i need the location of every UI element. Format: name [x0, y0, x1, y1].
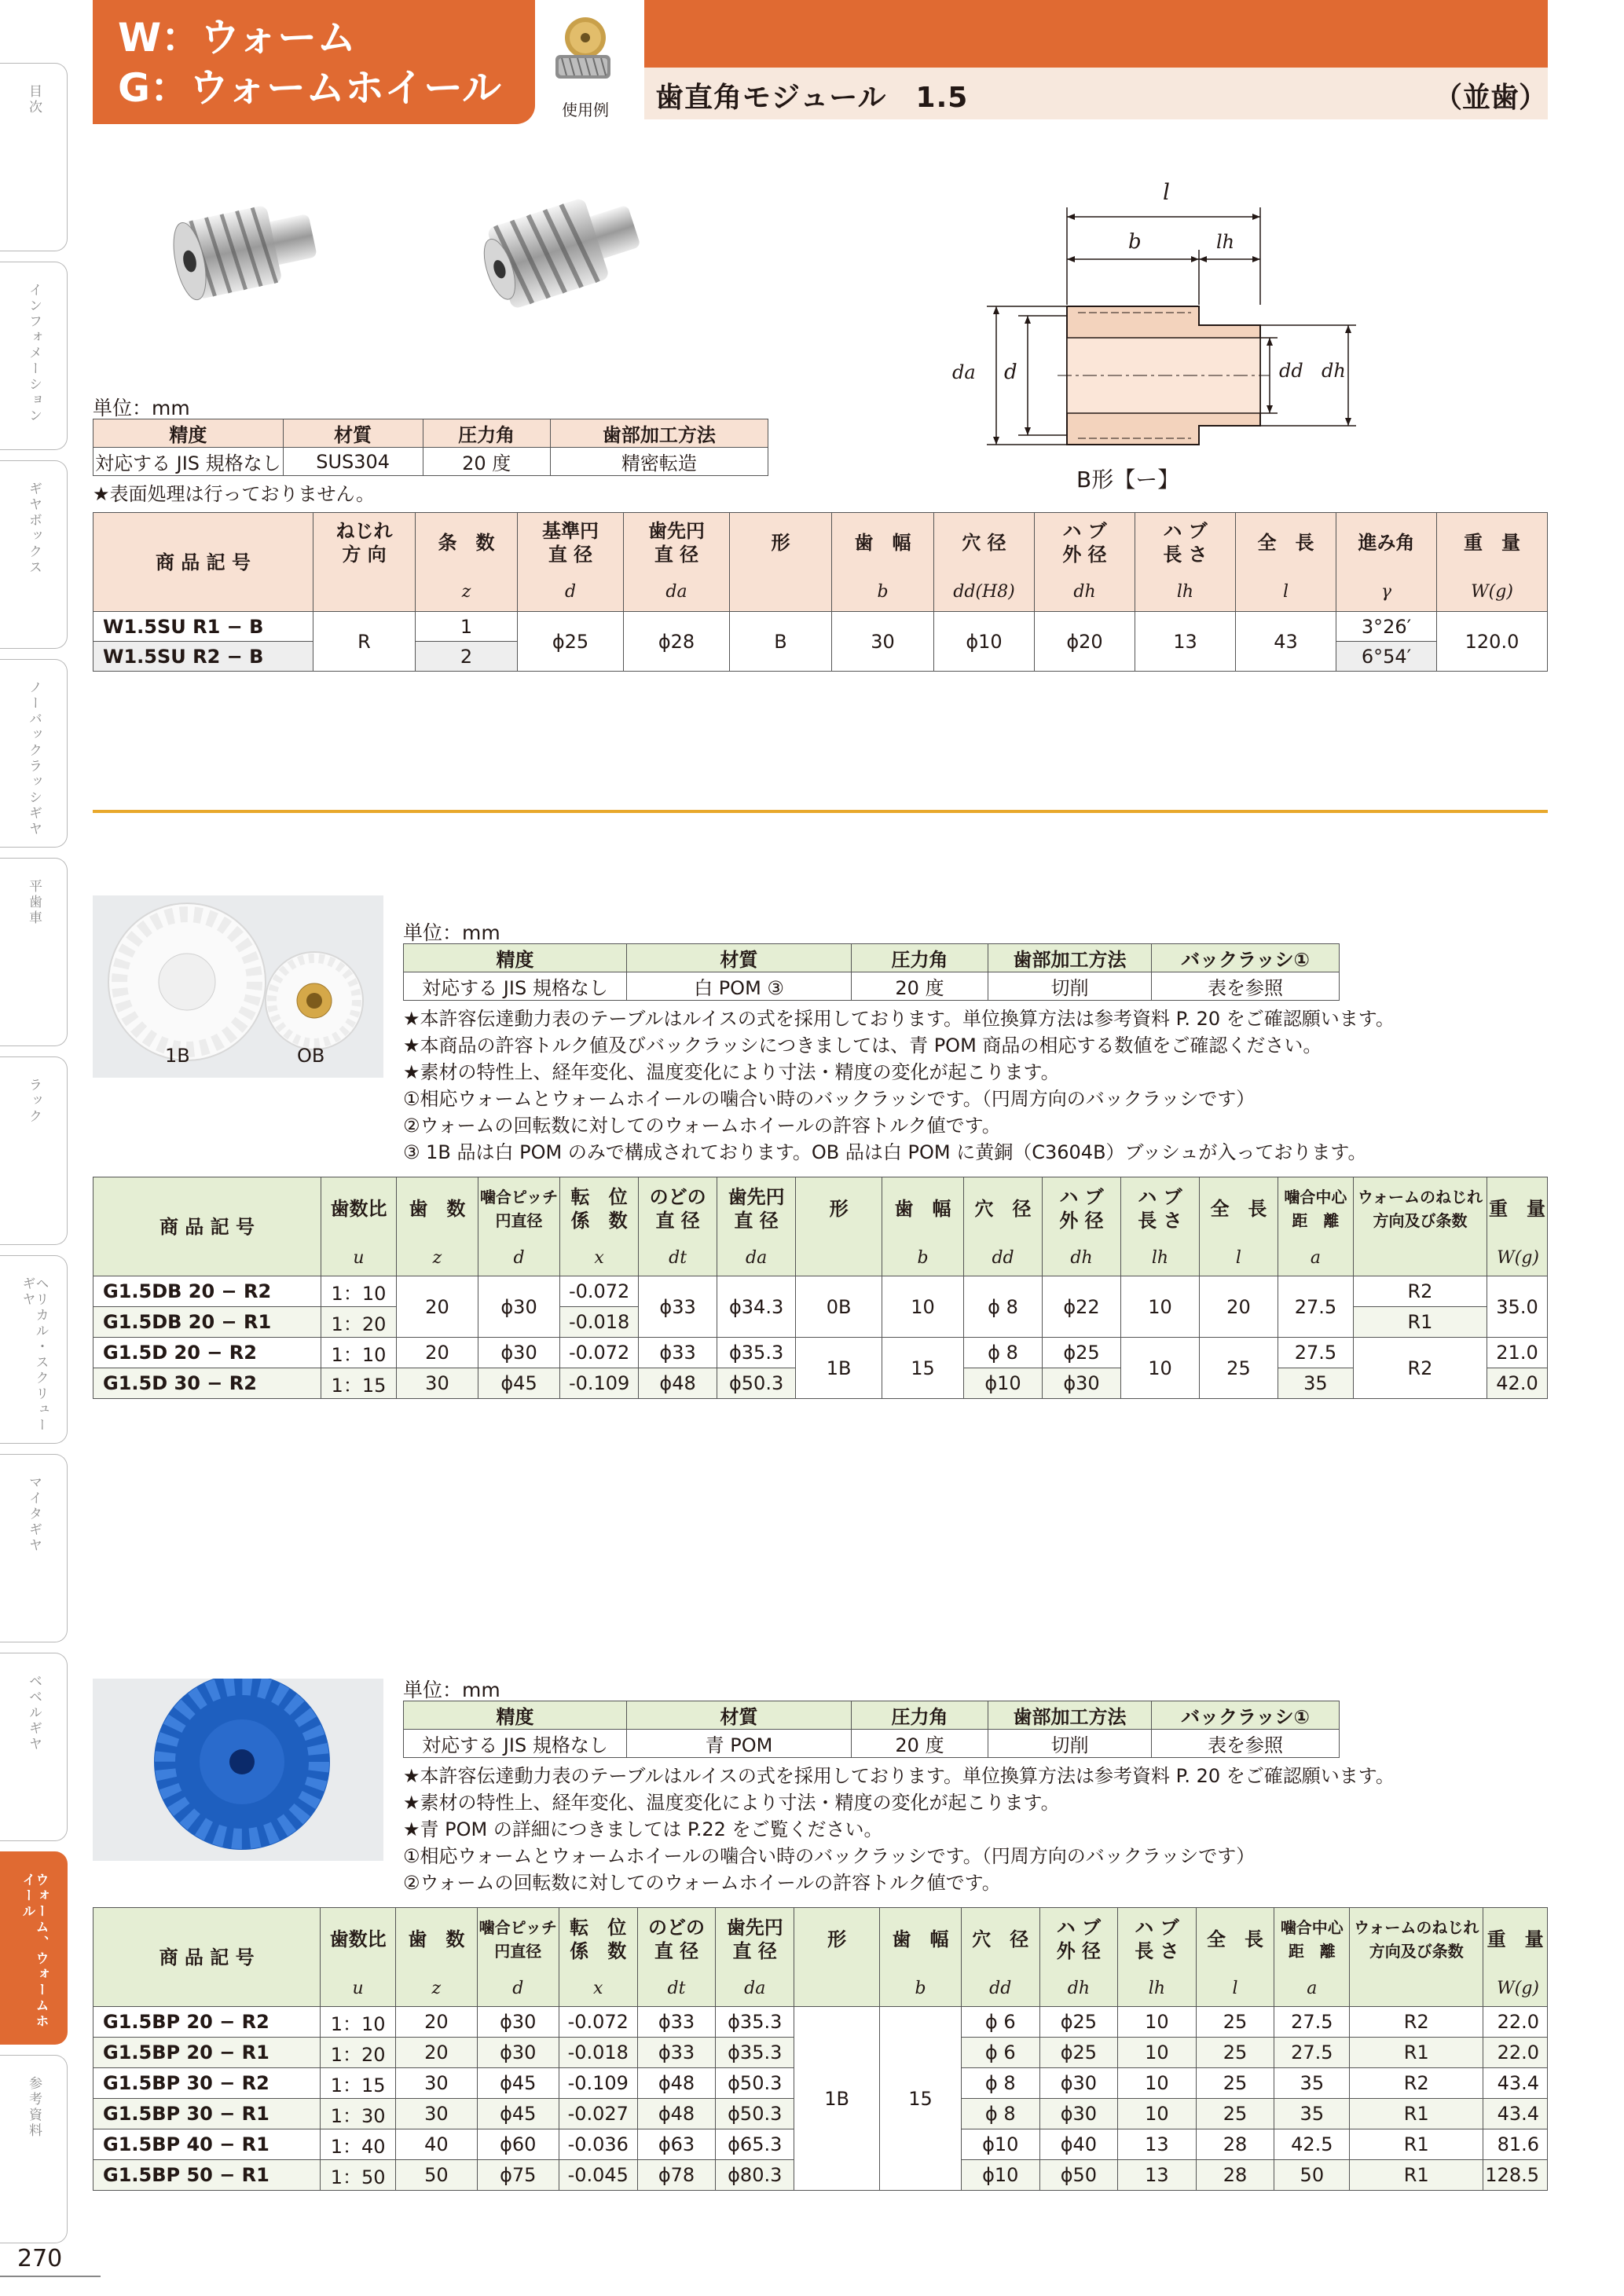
sidebar-item-gearbox[interactable]: ギヤボックス — [0, 460, 68, 649]
sidebar-item-miter[interactable]: マイタギヤ — [0, 1454, 68, 1642]
dim-lh: lh — [1216, 231, 1235, 253]
table-row: G1.5DB 20 − R1 1：20 -0.018 R1 — [93, 1307, 1548, 1338]
blue-wheel-photo — [93, 1679, 383, 1861]
table-row: G1.5D 30 − R2 1：15 30 ϕ45 -0.109 ϕ48 ϕ50.3 ϕ10 ϕ30 35 42.0 — [93, 1368, 1548, 1399]
table-row: G1.5D 20 − R2 1：10 20 ϕ30 -0.072 ϕ33 ϕ35.3 1B 15 ϕ 8 ϕ25 10 25 27.5 R2 21.0 — [93, 1338, 1548, 1368]
table-row: G1.5BP 30 − R2 1：15 30 ϕ45 -0.109 ϕ48 ϕ50.3 ϕ 8 ϕ30 10 25 35 R2 43.4 — [93, 2068, 1548, 2099]
table-row: W1.5SU R1 − B R 1 ϕ25 ϕ28 B 30 ϕ10 ϕ20 13 43 3°26′ 120.0 — [93, 612, 1548, 642]
white-wheel-table: 商 品 記 号 歯数比 歯 数 噛合ピッチ 円直径 転 位 係 数 のどの 直 径 歯先円 直 径 形 歯 幅 穴 径 ハ ブ 外 径 ハ ブ 長 さ 全 長 噛合中心 距 離 ウォームのねじれ 方向及び条数 重 量 u z d x dt da b dd dh lh l a W(g) G1.5DB 20 − R2 1：10 20 ϕ30 -0.072 ϕ33 ϕ34.3 0B 10 ϕ 8 ϕ22 10 20 27.5 R2 35.0 G1.5DB 20 − R1 1：20 -0.018 R1 G1.5D 20 − R2 1：10 20 ϕ30 -0.072 ϕ33 ϕ35.3 1B 15 ϕ 8 ϕ25 10 25 27.5 R2 21.0 G1.5D 30 − R2 1：15 30 ϕ45 -0.109 ϕ48 ϕ50.3 ϕ10 ϕ30 35 42.0 — [93, 1177, 1548, 1399]
diagram-caption: B形【ー】 — [1076, 467, 1180, 493]
dim-dh: dh — [1322, 360, 1346, 382]
page-number-rule — [0, 2276, 101, 2277]
white-wheel-notes: ★本許容伝達動力表のテーブルはルイスの式を採用しております。単位換算方法は参考資料 P. 20 をご確認願います。 ★本商品の許容トルク値及びバックラッシにつきましては、青 POM 商品の相応する数値をご確認ください。 ★素材の特性上、経年変化、温度変化により寸法・精度の変化が起こります。 ①相応ウォームとウォームホイールの噛合い時のバックラッシです。（円周方向のバックラッシです） ②ウォームの回転数に対してのウォームホイールの許容トルク値です。 ③ 1B 品は白 POM のみで構成されております。OB 品は白 POM に黄銅（C3604B）ブッシュが入っております。 — [403, 1008, 1395, 1163]
sidebar-item-no-backlash[interactable]: ノーバックラッシギヤ — [0, 659, 68, 848]
sidebar-item-rack[interactable]: ラック — [0, 1056, 68, 1245]
worm-unit: 単位：mm — [93, 397, 190, 419]
tooth-type: （並歯） — [1433, 82, 1547, 114]
sidebar-item-spur-gear[interactable]: 平歯車 — [0, 858, 68, 1046]
white-wheel-photo — [93, 895, 383, 1078]
worm-spec-table: 精度 材質 圧力角 歯部加工方法 対応する JIS 規格なし SUS304 20 度 精密転造 — [93, 419, 768, 476]
module-title: 歯直角モジュール 1.5 — [655, 82, 969, 114]
table-row: G1.5BP 20 − R1 1：20 20 ϕ30 -0.018 ϕ33 ϕ35.3 ϕ 6 ϕ25 10 25 27.5 R1 22.0 — [93, 2038, 1548, 2068]
table-row: G1.5DB 20 − R2 1：10 20 ϕ30 -0.072 ϕ33 ϕ34.3 0B 10 ϕ 8 ϕ22 10 20 27.5 R2 35.0 — [93, 1276, 1548, 1307]
title-line-wheel: G：ウォームホイール — [118, 65, 502, 111]
sidebar-item-worm[interactable]: ウォーム、ウォームホイール — [0, 1851, 68, 2045]
photo-label-1b: 1B — [165, 1045, 190, 1067]
table-row: W1.5SU R2 − B 2 6°54′ — [93, 642, 1548, 672]
blue-wheel-notes: ★本許容伝達動力表のテーブルはルイスの式を採用しております。単位換算方法は参考資料 P. 20 をご確認願います。 ★素材の特性上、経年変化、温度変化により寸法・精度の変化が起こります。 ★青 POM の詳細につきましては P.22 をご覧ください。 ①相応ウォームとウォームホイールの噛合い時のバックラッシです。（円周方向のバックラッシです） ②ウォームの回転数に対してのウォームホイールの許容トルク値です。 — [403, 1765, 1395, 1894]
photo-label-ob: OB — [297, 1045, 325, 1067]
title-block — [93, 0, 535, 124]
blue-wheel-unit: 単位：mm — [403, 1679, 500, 1701]
dim-d: d — [1004, 361, 1017, 384]
dim-da: da — [952, 361, 976, 383]
worm-b-shape-diagram — [940, 171, 1364, 501]
dim-l: l — [1163, 179, 1170, 205]
blue-wheel-table: 商 品 記 号 歯数比 歯 数 噛合ピッチ 円直径 転 位 係 数 のどの 直 径 歯先円 直 径 形 歯 幅 穴 径 ハ ブ 外 径 ハ ブ 長 さ 全 長 噛合中心 距 離 ウォームのねじれ 方向及び条数 重 量 u z d x dt da b dd dh lh l a W(g) G1.5BP 20 − R2 1：10 20 ϕ30 -0.072 ϕ33 ϕ35.3 1B 15 ϕ 6 ϕ25 10 25 27.5 R2 22.0 G1.5BP 20 − R1 1：20 20 ϕ30 -0.018 ϕ33 ϕ35.3 ϕ 6 ϕ25 10 25 27.5 R1 22.0 G1.5BP 30 − R2 1：15 30 ϕ45 -0.109 ϕ48 ϕ50.3 ϕ 8 ϕ30 10 25 35 R2 43.4 G1.5BP 30 − R1 1：30 30 ϕ45 -0.027 ϕ48 ϕ50.3 ϕ 8 ϕ30 10 25 35 R1 43.4 G1.5BP 40 − R1 1：40 40 ϕ60 -0.036 ϕ63 ϕ65.3 ϕ10 ϕ40 13 28 42.5 R1 81.6 G1.5BP 50 − R1 1：50 50 ϕ75 -0.045 ϕ78 ϕ80.3 ϕ10 ϕ50 13 28 50 R1 128.5 — [93, 1907, 1548, 2191]
sidebar-item-information[interactable]: インフォメーション — [0, 262, 68, 450]
worm-table: 商 品 記 号 ねじれ 方 向 条 数 基準円 直 径 歯先円 直 径 形 歯 幅 穴 径 ハ ブ 外 径 ハ ブ 長 さ 全 長 進み角 重 量 z d da b dd(H8) dh lh l γ W(g) W1.5SU R1 − B R 1 ϕ25 ϕ28 B 30 ϕ10 ϕ20 13 43 3°26′ 120.0 W1.5SU R2 − B 2 6°54′ — [93, 512, 1548, 672]
dim-b: b — [1128, 230, 1142, 254]
worm-photo-1 — [149, 179, 338, 320]
sidebar-item-reference[interactable]: 参考資料 — [0, 2055, 68, 2243]
sidebar-item-helical[interactable]: ヘリカル・スクリューギヤ — [0, 1255, 68, 1444]
sidebar-item-toc[interactable]: 目次 — [0, 63, 68, 251]
table-row: G1.5BP 30 − R1 1：30 30 ϕ45 -0.027 ϕ48 ϕ50.3 ϕ 8 ϕ30 10 25 35 R1 43.4 — [93, 2099, 1548, 2129]
table-row: G1.5BP 20 − R2 1：10 20 ϕ30 -0.072 ϕ33 ϕ35.3 1B 15 ϕ 6 ϕ25 10 25 27.5 R2 22.0 — [93, 2007, 1548, 2038]
sidebar-item-bevel[interactable]: ベベルギヤ — [0, 1653, 68, 1841]
dim-dd: dd — [1279, 360, 1303, 382]
title-line-worm: W：ウォーム — [118, 15, 357, 60]
page-number: 270 — [17, 2245, 63, 2272]
sample-label: 使用例 — [562, 101, 609, 119]
blue-wheel-spec-table: 精度 材質 圧力角 歯部加工方法 バックラッシ① 対応する JIS 規格なし 青 POM 20 度 切削 表を参照 — [403, 1701, 1340, 1758]
worm-photo-2 — [465, 179, 654, 320]
section-divider — [93, 810, 1548, 813]
white-wheel-spec-table: 精度 材質 圧力角 歯部加工方法 バックラッシ① 対応する JIS 規格なし 白 POM ③ 20 度 切削 表を参照 — [403, 943, 1340, 1001]
worm-note: ★表面処理は行っておりません。 — [93, 483, 375, 505]
table-row: G1.5BP 40 − R1 1：40 40 ϕ60 -0.036 ϕ63 ϕ65.3 ϕ10 ϕ40 13 28 42.5 R1 81.6 — [93, 2129, 1548, 2160]
sample-gear-image — [551, 14, 615, 93]
white-wheel-unit: 単位：mm — [403, 921, 500, 944]
table-row: G1.5BP 50 − R1 1：50 50 ϕ75 -0.045 ϕ78 ϕ80.3 ϕ10 ϕ50 13 28 50 R1 128.5 — [93, 2160, 1548, 2191]
